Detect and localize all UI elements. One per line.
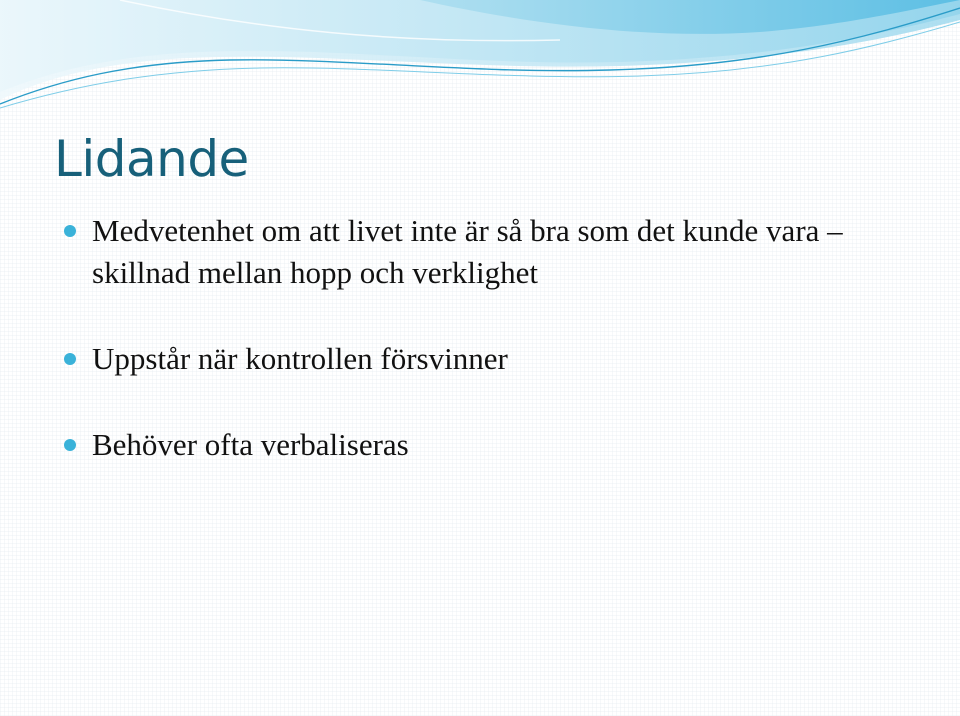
bullet-text: Uppstår när kontrollen försvinner — [92, 341, 508, 376]
bullet-text: Behöver ofta verbaliseras — [92, 427, 409, 462]
bullet-dot-icon — [64, 225, 76, 237]
header-wave-decoration — [0, 0, 960, 120]
bullet-text: Medvetenhet om att livet inte är så bra som det kunde vara – skillnad mellan hopp och verklighet — [92, 213, 843, 290]
bullet-item — [58, 210, 938, 294]
bullet-item — [58, 424, 938, 466]
bullet-item — [58, 338, 938, 380]
bullet-dot-icon — [64, 439, 76, 451]
bullet-dot-icon — [64, 353, 76, 365]
slide-title: Lidande — [54, 130, 249, 188]
bullet-list — [58, 210, 938, 466]
